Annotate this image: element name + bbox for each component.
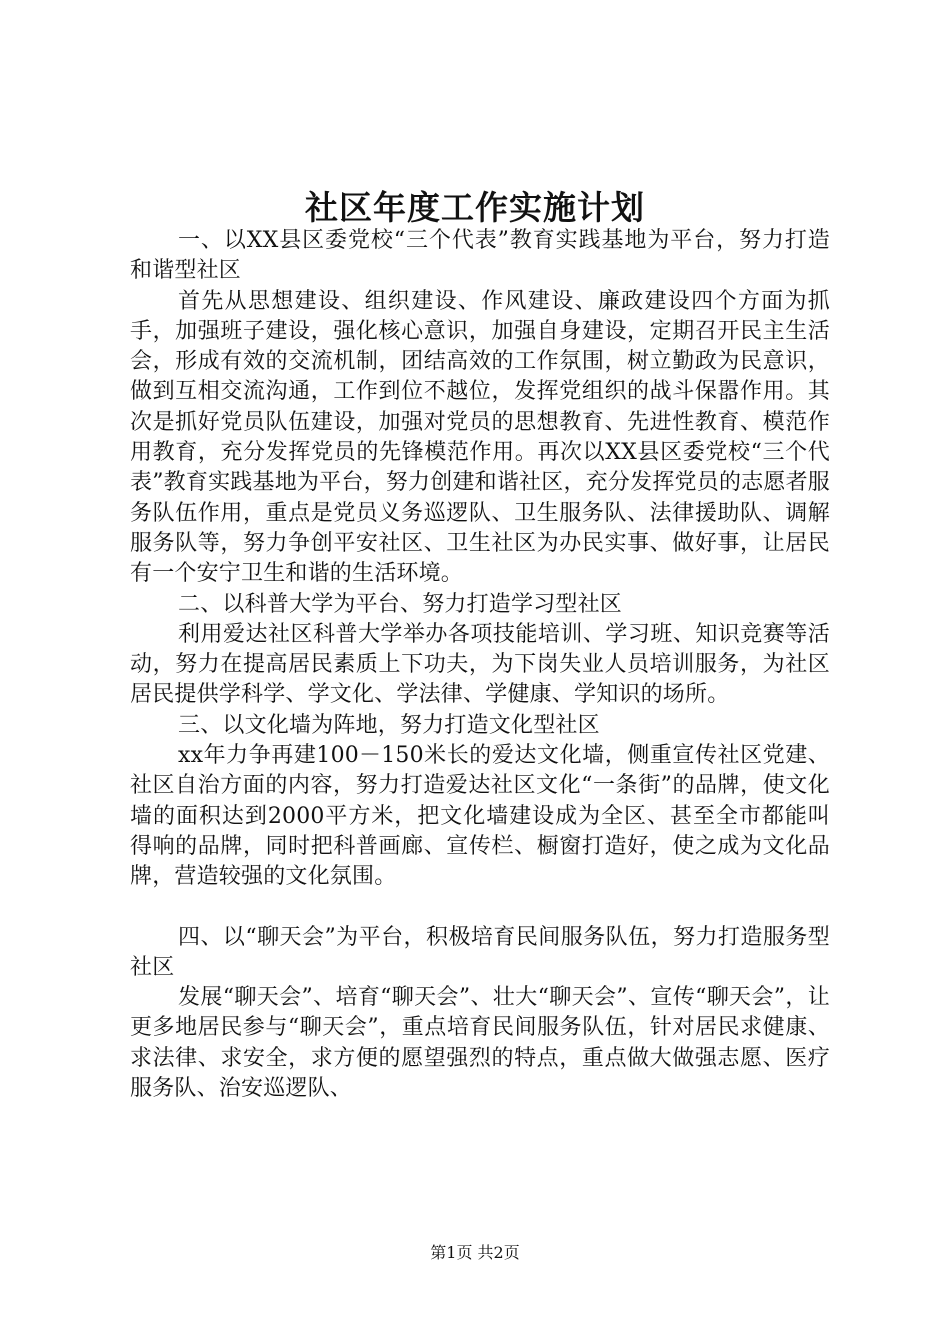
section-paragraph-2: 利用爱达社区科普大学举办各项技能培训、学习班、知识竞赛等活动，努力在提高居民素质上下功夫，为下岗失业人员培训服务，为社区居民提供学科学、学文化、学法律、学健康、学知识的场所。 — [130, 621, 830, 708]
page-number-footer: 第1页 共2页 — [430, 1243, 520, 1262]
section-heading-1: 一、以XX县区委党校“三个代表”教育实践基地为平台，努力打造和谐型社区 — [130, 228, 830, 284]
section-heading-2: 二、以科普大学为平台、努力打造学习型社区 — [178, 591, 623, 617]
document-title: 社区年度工作实施计划 — [305, 188, 645, 227]
section-heading-3: 三、以文化墙为阵地，努力打造文化型社区 — [178, 712, 600, 738]
section-heading-4: 四、以“聊天会”为平台，积极培育民间服务队伍，努力打造服务型社区 — [130, 924, 830, 980]
section-paragraph-1: 首先从思想建设、组织建设、作风建设、廉政建设四个方面为抓手，加强班子建设，强化核心意识，加强自身建设，定期召开民主生活会，形成有效的交流机制，团结高效的工作氛围，树立勤政为民意识，做到互相交流沟通，工作到位不越位，发挥党组织的战斗保嚣作用。其次是抓好党员队伍建设，加强对党员的思想教育、先进性教育、模范作用教育，充分发挥党员的先锋模范作用。再次以XX县区委党校“三个代表”教育实践基地为平台，努力创建和谐社区，充分发挥党员的志愿者服务队伍作用，重点是党员义务巡逻队、卫生服务队、法律援助队、调解服务队等，努力争创平安社区、卫生社区为办民实事、做好事，让居民有一个安宁卫生和谐的生活环境。 — [130, 288, 830, 587]
document-body — [130, 226, 830, 1104]
section-paragraph-4: 发展“聊天会”、培育“聊天会”、壮大“聊天会”、宣传“聊天会”，让更多地居民参与“聊天会”，重点培育民间服务队伍，针对居民求健康、求法律、求安全，求方便的愿望强烈的特点，重点做大做强志愿、医疗服务队、治安巡逻队、 — [130, 985, 830, 1102]
section-paragraph-3: xx年力争再建100－150米长的爱达文化墙，侧重宣传社区党建、社区自治方面的内容，努力打造爱达社区文化“一条街”的品牌，使文化墙的面积达到2000平方米，把文化墙建设成为全区、甚至全市都能叫得响的品牌，同时把科普画廊、宣传栏、橱窗打造好，使之成为文化品牌，营造较强的文化氛围。 — [130, 743, 830, 890]
